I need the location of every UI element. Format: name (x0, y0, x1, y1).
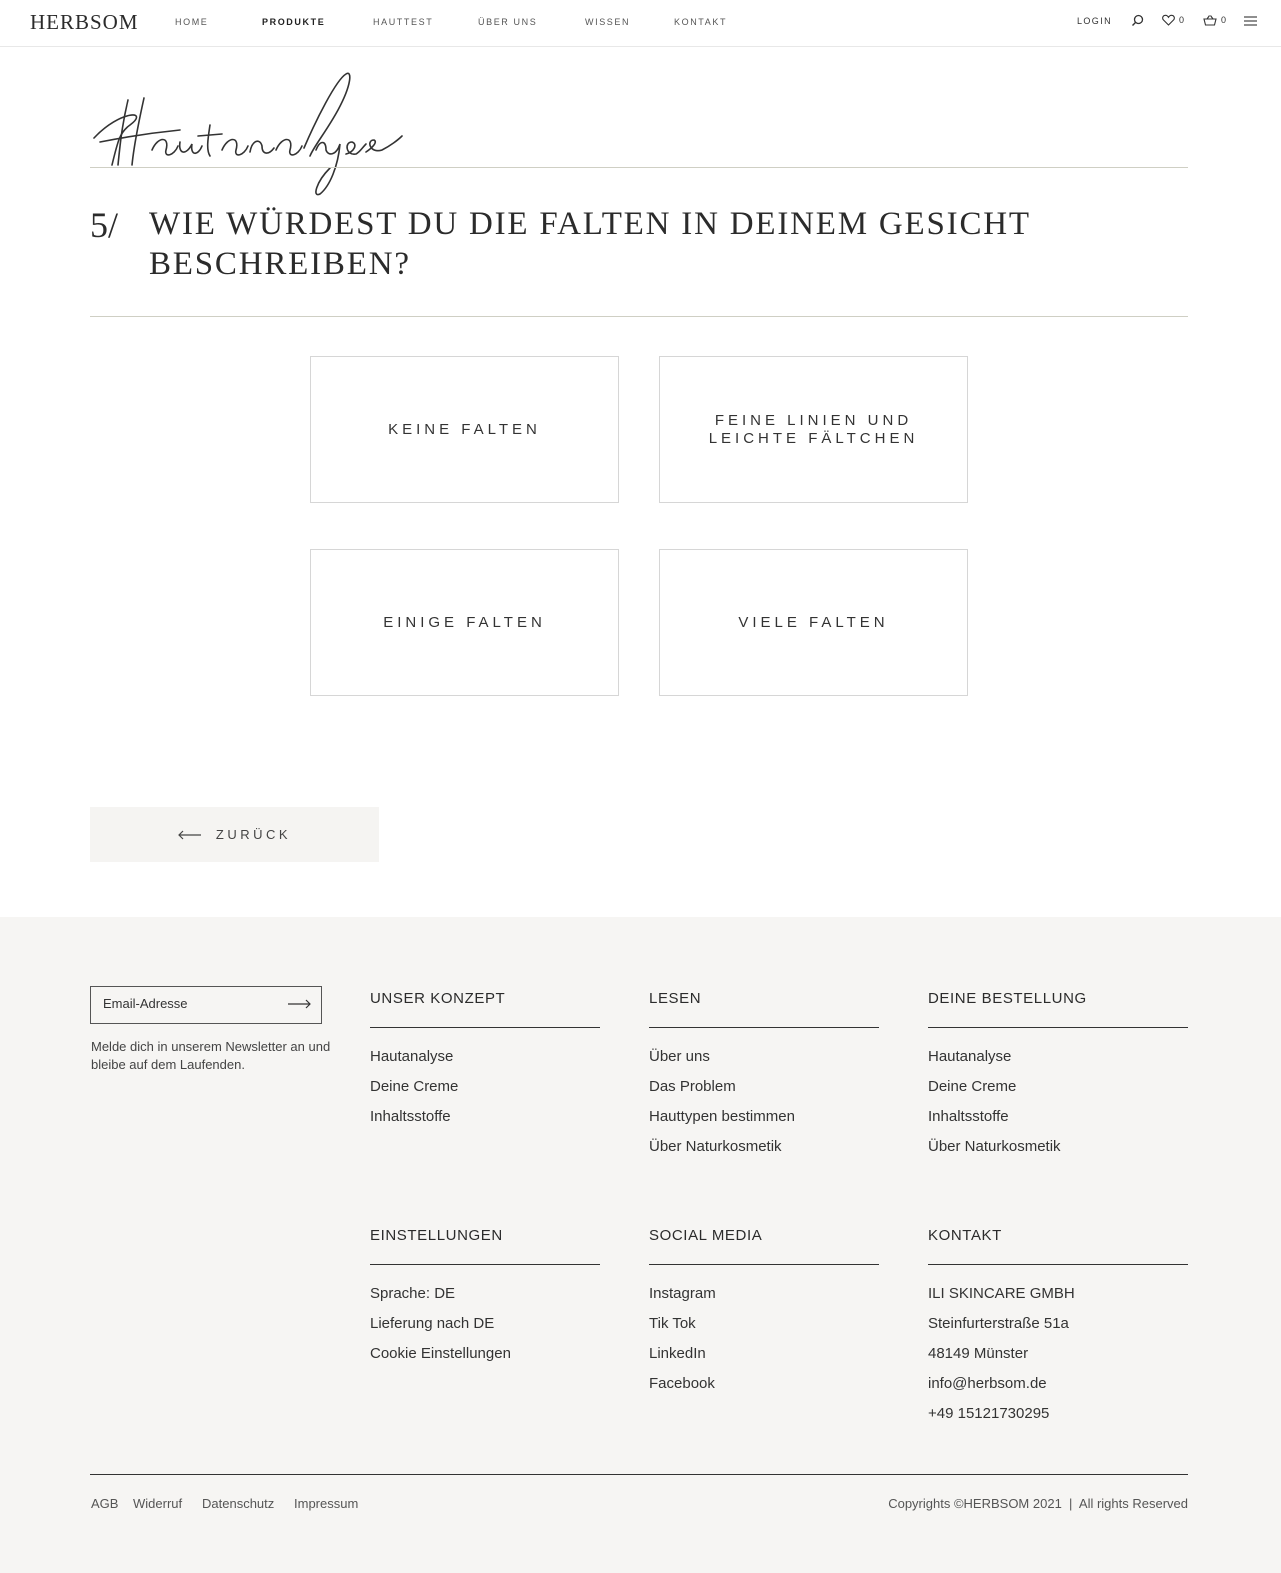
answer-option-1[interactable] (310, 356, 619, 503)
footer-link[interactable]: Über Naturkosmetik (928, 1138, 1061, 1155)
cart-button[interactable] (1203, 14, 1226, 26)
footer-col-title: EINSTELLUNGEN (370, 1227, 600, 1265)
question-text: WIE WÜRDEST DU DIE FALTEN IN DEINEM GESICHT BESCHREIBEN? (149, 206, 1031, 282)
footer-link[interactable]: LinkedIn (649, 1345, 706, 1362)
answer-option-2[interactable] (659, 356, 968, 503)
script-title-hautanalyse (90, 70, 420, 200)
legal-link-agb[interactable]: AGB (91, 1496, 119, 1511)
site-footer (0, 917, 1281, 1573)
footer-link[interactable]: Hautanalyse (928, 1048, 1012, 1065)
newsletter-text: Melde dich in unserem Newsletter an und bleibe auf dem Laufenden. (91, 1039, 331, 1072)
copyright-text: Copyrights ©HERBSOM 2021 | All rights Reserved (888, 1496, 1188, 1511)
footer-link[interactable]: Über uns (649, 1048, 710, 1065)
footer-link[interactable]: Inhaltsstoffe (370, 1108, 451, 1125)
answer-label: FEINE LINIEN UND LEICHTE FÄLTCHEN (708, 411, 919, 447)
footer-link[interactable]: Hauttypen bestimmen (649, 1108, 795, 1125)
back-button-label: ZURÜCK (215, 827, 292, 842)
nav-wissen[interactable]: WISSEN (585, 17, 631, 27)
cart-count: 0 (1221, 15, 1227, 25)
nav-produkte[interactable]: PRODUKTE (262, 17, 326, 27)
company-name: ILI SKINCARE GMBH (928, 1285, 1075, 1302)
answer-option-3[interactable] (310, 549, 619, 696)
footer-col-title: SOCIAL MEDIA (649, 1227, 879, 1265)
back-button[interactable] (90, 807, 379, 862)
footer-col-einstellungen (370, 1227, 600, 1369)
menu-button[interactable] (1244, 16, 1257, 26)
arrow-right-icon[interactable] (287, 999, 311, 1009)
footer-col-title: DEINE BESTELLUNG (928, 990, 1188, 1028)
newsletter-form (90, 986, 322, 1024)
legal-link-widerruf[interactable]: Widerruf (133, 1496, 183, 1511)
footer-link[interactable]: Cookie Einstellungen (370, 1345, 511, 1362)
divider-top (90, 167, 1188, 168)
divider-bottom (90, 316, 1188, 317)
city-address: 48149 Münster (928, 1345, 1029, 1362)
footer-link[interactable]: Tik Tok (649, 1315, 696, 1332)
basket-icon (1203, 14, 1217, 26)
search-button[interactable] (1131, 14, 1144, 27)
footer-link[interactable]: Hautanalyse (370, 1048, 454, 1065)
footer-col-deine-bestellung (928, 990, 1188, 1162)
legal-link-impressum[interactable]: Impressum (294, 1496, 359, 1511)
footer-link[interactable]: Deine Creme (928, 1078, 1017, 1095)
footer-col-title: UNSER KONZEPT (370, 990, 600, 1028)
footer-link[interactable]: Lieferung nach DE (370, 1315, 495, 1332)
answer-label: VIELE FALTEN (738, 613, 889, 631)
logo[interactable]: HERBSOM (30, 10, 139, 34)
arrow-left-icon (178, 830, 202, 840)
wishlist-button[interactable] (1162, 14, 1184, 26)
legal-link-datenschutz[interactable]: Datenschutz (202, 1496, 275, 1511)
hautanalyse-script-icon (90, 70, 420, 200)
nav-ueber-uns[interactable]: ÜBER UNS (478, 17, 538, 27)
footer-col-unser-konzept (370, 990, 600, 1132)
footer-link[interactable]: Deine Creme (370, 1078, 459, 1095)
search-icon (1131, 14, 1144, 27)
site-header (0, 0, 1281, 47)
newsletter-email-input[interactable] (103, 996, 283, 1011)
footer-link[interactable]: Sprache: DE (370, 1285, 456, 1302)
wishlist-count: 0 (1179, 15, 1185, 25)
login-link[interactable]: LOGIN (1077, 16, 1113, 26)
phone-link[interactable]: +49 15121730295 (928, 1405, 1050, 1422)
footer-link[interactable]: Das Problem (649, 1078, 736, 1095)
menu-icon (1244, 16, 1257, 26)
footer-col-lesen (649, 990, 879, 1162)
footer-link[interactable]: Über Naturkosmetik (649, 1138, 782, 1155)
nav-kontakt[interactable]: KONTAKT (674, 17, 728, 27)
footer-col-title: KONTAKT (928, 1227, 1188, 1265)
footer-link[interactable]: Facebook (649, 1375, 715, 1392)
email-link[interactable]: info@herbsom.de (928, 1375, 1047, 1392)
heart-icon (1162, 14, 1175, 26)
nav-home[interactable]: HOME (175, 17, 209, 27)
question-number: 5/ (90, 205, 119, 245)
footer-link[interactable]: Inhaltsstoffe (928, 1108, 1009, 1125)
footer-link[interactable]: Instagram (649, 1285, 716, 1302)
footer-divider (90, 1474, 1188, 1475)
answer-option-4[interactable] (659, 549, 968, 696)
footer-col-title: LESEN (649, 990, 879, 1028)
answer-label: KEINE FALTEN (388, 420, 541, 438)
street-address: Steinfurterstraße 51a (928, 1315, 1069, 1332)
nav-hauttest[interactable]: HAUTTEST (373, 17, 434, 27)
answer-label: EINIGE FALTEN (383, 613, 546, 631)
footer-col-social-media (649, 1227, 879, 1399)
footer-col-kontakt (928, 1227, 1188, 1429)
